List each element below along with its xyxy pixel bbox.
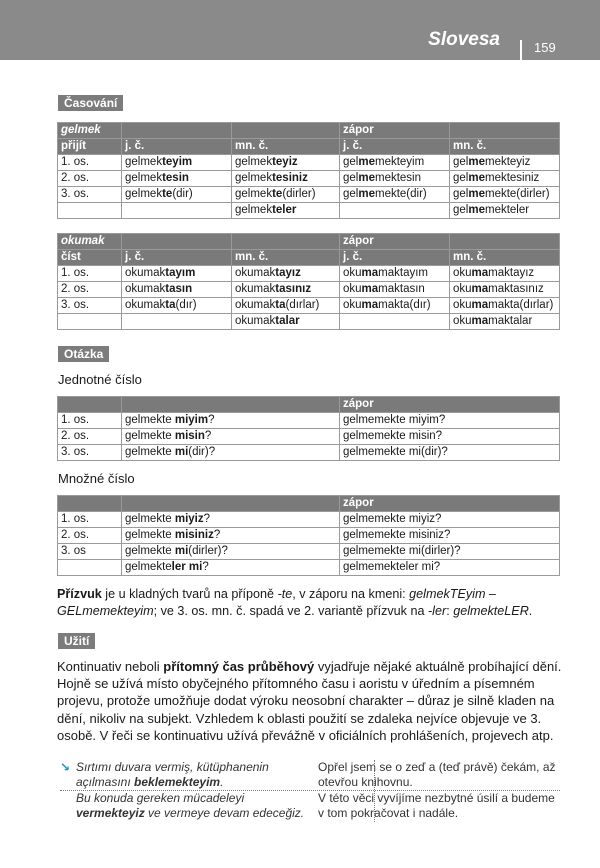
form-neg-singular (340, 155, 450, 171)
example-czech: V této věci vyvíjíme nezbytné úsilí a budeme v tom pokračovat i nadále. (318, 791, 555, 820)
text-segment: gelmek (235, 188, 273, 200)
text-segment: maktalar (488, 315, 533, 327)
example-turkish (60, 791, 308, 821)
negative-question-form (340, 445, 560, 461)
col-neg-singular: j. č. (340, 139, 450, 155)
text-segment: gelmemekte miyim? (343, 414, 446, 426)
text-segment: gelmekte (125, 446, 175, 458)
text-segment: (dir) (172, 188, 193, 200)
text-segment: okumak (125, 267, 166, 279)
bold-segment: tasın (165, 283, 193, 295)
form-neg-singular (340, 171, 450, 187)
form-singular (122, 171, 232, 187)
text-segment: ? (202, 561, 209, 573)
text-segment: maktasınız (488, 283, 544, 295)
col-neg-singular: j. č. (340, 250, 450, 266)
person-cell: 1. os. (58, 155, 122, 171)
form-neg-plural (450, 171, 560, 187)
person-cell (58, 314, 122, 330)
italic-segment: -ler (427, 603, 447, 618)
bold-segment: te (162, 188, 173, 200)
bold-segment: me (468, 204, 485, 216)
table-row (58, 298, 560, 314)
text-segment: ? (208, 414, 215, 426)
page-header (0, 0, 600, 60)
bold-segment: vermekteyiz (76, 806, 145, 820)
form-plural (232, 187, 340, 203)
form-neg-singular (340, 266, 450, 282)
form-plural (232, 171, 340, 187)
header-empty (450, 123, 560, 139)
table-row (58, 413, 560, 429)
text-segment: : (446, 603, 454, 618)
text-segment: (dir)? (188, 446, 216, 458)
text-segment: maktayız (488, 267, 535, 279)
question-form (122, 544, 340, 560)
bold-segment: teler (272, 204, 297, 216)
col-neg-plural: mn. č. (450, 250, 560, 266)
header-empty (122, 234, 232, 250)
form-singular (122, 314, 232, 330)
bold-segment: mi (174, 545, 189, 557)
text-segment: gel (343, 172, 359, 184)
text-segment: gelmek (235, 204, 273, 216)
bold-segment: ma (361, 267, 379, 279)
bold-segment: beklemekteyim (134, 775, 221, 789)
bold-segment: me (468, 172, 485, 184)
text-segment: gel (453, 204, 469, 216)
header-row (58, 123, 560, 139)
text-segment: gelmek (235, 156, 273, 168)
table-row (58, 187, 560, 203)
text-segment: oku (453, 283, 472, 295)
bold-segment: misin (174, 430, 205, 442)
text-segment: mekteler (484, 204, 530, 216)
form-singular (122, 187, 232, 203)
text-segment: ? (204, 430, 212, 442)
person-cell: 1. os. (58, 266, 122, 282)
table-row (58, 512, 560, 528)
text-segment: gelmekte (125, 430, 175, 442)
form-plural (232, 266, 340, 282)
form-singular (122, 298, 232, 314)
header-empty (58, 397, 122, 413)
text-segment: mektesin (374, 172, 422, 184)
text-segment: oku (343, 299, 362, 311)
bold-segment: tesiniz (272, 172, 308, 184)
text-segment: mekteyiz (484, 156, 531, 168)
text-segment: gelmemekteler mi? (343, 561, 441, 573)
negative-question-form (340, 413, 560, 429)
header-row (58, 397, 560, 413)
examples-block (60, 760, 560, 821)
text-segment: gel (343, 156, 359, 168)
bold-segment: ta (275, 299, 286, 311)
text-segment: gelmek (125, 188, 163, 200)
text-segment: ; ve 3. os. mn. č. spadá ve 2. variantě přízvuk na (153, 603, 428, 618)
example-row (60, 760, 560, 790)
person-cell (58, 203, 122, 219)
text-segment: (dirler)? (188, 545, 228, 557)
bold-segment: ma (361, 299, 379, 311)
bold-segment: misiniz (174, 529, 214, 541)
bold-segment: tayım (165, 267, 196, 279)
table-row (58, 314, 560, 330)
verb-cell: gelmek (58, 123, 122, 139)
bold-segment: mi (174, 446, 189, 458)
table-row (58, 445, 560, 461)
bold-segment: Přízvuk (57, 587, 102, 601)
bold-segment: ma (471, 315, 489, 327)
table-row (58, 429, 560, 445)
form-plural (232, 282, 340, 298)
bold-segment: ma (361, 283, 379, 295)
form-neg-plural (450, 282, 560, 298)
header-row (58, 234, 560, 250)
text-segment: Kontinuativ neboli (57, 659, 164, 674)
person-cell (58, 560, 122, 576)
text-segment: mektesiniz (484, 172, 540, 184)
bold-segment: teyim (162, 156, 193, 168)
gloss-cell: číst (58, 250, 122, 266)
text-segment: mekte(dirler) (484, 188, 550, 200)
stress-note (57, 586, 557, 619)
gloss-cell: přijít (58, 139, 122, 155)
form-singular (122, 266, 232, 282)
table-row (58, 171, 560, 187)
text-segment: vyjadřuje nějaké aktuálně probíhající dění. Hojně se užívá místo obyčejného přítomného času i aoristu v úředním a písemném projevu, protože umožňuje dodat výroku neosobní charakter – důraz je silně kladen na dění, nikoliv na subjekt. Vzhledem k oblasti použití se zdaleka nejvíce objevuje ve 3. osobě. V řeči se kontinuativu užívá převážně v oficiálních prohlášeních, projevech atp. (57, 659, 562, 743)
example-turkish (60, 760, 308, 790)
col-singular: j. č. (122, 250, 232, 266)
person-cell: 3. os. (58, 298, 122, 314)
text-segment: gelmekte (125, 561, 172, 573)
text-segment: maktayım (378, 267, 429, 279)
text-segment: gelmek (125, 172, 163, 184)
text-segment: gelmemekte miyiz? (343, 513, 442, 525)
person-cell: 3. os. (58, 445, 122, 461)
table-row (58, 282, 560, 298)
text-segment: mekte(dir) (374, 188, 427, 200)
conjugation-table-okumak (57, 233, 560, 330)
bold-segment: ta (165, 299, 176, 311)
form-singular (122, 155, 232, 171)
bold-segment: přítomný čas průběhový (163, 659, 315, 674)
text-segment: ve vermeye devam edeceğiz. (144, 806, 305, 820)
section-label-casovani: Časování (58, 95, 123, 111)
section-label-uziti: Užití (58, 633, 95, 649)
question-table-plural (57, 495, 560, 576)
negative-question-form (340, 544, 560, 560)
text-segment: okumak (235, 299, 276, 311)
form-singular (122, 203, 232, 219)
form-plural (232, 298, 340, 314)
form-plural (232, 155, 340, 171)
italic-segment: -te (277, 587, 293, 601)
text-segment: (dirler) (282, 188, 316, 200)
header-empty (122, 123, 232, 139)
text-segment: maktasın (378, 283, 425, 295)
bold-segment: tayız (275, 267, 301, 279)
form-neg-singular (340, 298, 450, 314)
bold-segment: ma (471, 283, 489, 295)
usage-paragraph (57, 658, 562, 744)
header-empty (232, 234, 340, 250)
header-empty (122, 496, 340, 512)
form-plural (232, 203, 340, 219)
col-neg-plural: mn. č. (450, 139, 560, 155)
bold-segment: ma (471, 299, 489, 311)
header-empty (58, 496, 122, 512)
person-cell: 1. os. (58, 512, 122, 528)
question-form (122, 413, 340, 429)
bold-segment: tasınız (275, 283, 312, 295)
header-row (58, 496, 560, 512)
question-form (122, 560, 340, 576)
text-segment: gelmemekte mi(dir)? (343, 446, 448, 458)
text-segment: . (528, 603, 533, 618)
negative-question-form (340, 528, 560, 544)
header-row (58, 139, 560, 155)
text-segment: gelmemekte misiniz? (343, 529, 451, 541)
question-form (122, 512, 340, 528)
col-plural: mn. č. (232, 250, 340, 266)
text-segment: okumak (235, 315, 276, 327)
person-cell: 1. os. (58, 413, 122, 429)
italic-segment: gelmekteLER (453, 603, 529, 618)
example-czech: Opřel jsem se o zeď a (teď právě) čekám, až otevřou knihovnu. (318, 760, 556, 789)
table-row (58, 155, 560, 171)
negation-header: zápor (340, 234, 450, 250)
person-cell: 2. os. (58, 282, 122, 298)
bold-segment: ma (471, 267, 489, 279)
arrow-icon: ↘ (60, 760, 71, 774)
text-segment: gel (343, 188, 359, 200)
bold-segment: talar (275, 315, 300, 327)
negative-question-form (340, 512, 560, 528)
text-segment: makta(dırlar) (488, 299, 554, 311)
text-segment: je u kladných tvarů na příponě (101, 587, 278, 601)
negative-question-form (340, 429, 560, 445)
text-segment: Bu konuda gereken mücadeleyi (76, 791, 245, 805)
form-neg-plural (450, 187, 560, 203)
negation-header: zápor (340, 123, 450, 139)
table-row (58, 528, 560, 544)
text-segment: okumak (235, 267, 276, 279)
text-segment: . (220, 775, 224, 789)
text-segment: gelmek (125, 156, 163, 168)
text-segment: okumak (125, 283, 166, 295)
text-segment: gel (453, 172, 469, 184)
subheading-plural: Množné číslo (58, 471, 135, 486)
form-neg-singular (340, 203, 450, 219)
text-segment: oku (453, 299, 472, 311)
form-neg-plural (450, 203, 560, 219)
form-plural (232, 314, 340, 330)
bold-segment: tesin (162, 172, 189, 184)
text-segment: gelmemekte misin? (343, 430, 443, 442)
bold-segment: me (468, 156, 485, 168)
text-segment: makta(dır) (378, 299, 431, 311)
form-neg-plural (450, 266, 560, 282)
header-separator (520, 40, 522, 60)
bold-segment: miyiz (174, 513, 204, 525)
bold-segment: me (468, 188, 485, 200)
header-empty (450, 234, 560, 250)
text-segment: oku (343, 267, 362, 279)
person-cell: 3. os (58, 544, 122, 560)
bold-segment: teyiz (272, 156, 298, 168)
header-empty (122, 397, 340, 413)
text-segment: oku (343, 283, 362, 295)
text-segment: ? (213, 529, 221, 541)
text-segment: (dırlar) (285, 299, 320, 311)
text-segment: Sırtımı duvara vermiş, kütüphanenin açılmasını (76, 760, 269, 789)
table-row (58, 544, 560, 560)
form-neg-singular (340, 282, 450, 298)
chapter-title: Slovesa (428, 29, 500, 50)
text-segment: gelmemekte mi(dirler)? (343, 545, 461, 557)
negative-question-form (340, 560, 560, 576)
person-cell: 2. os. (58, 528, 122, 544)
text-segment: gel (453, 156, 469, 168)
text-segment: , v záporu na kmeni: (292, 587, 410, 601)
text-segment: gelmekte (125, 414, 175, 426)
text-segment: gelmekte (125, 545, 175, 557)
text-segment: okumak (125, 299, 166, 311)
text-segment: gelmek (235, 172, 273, 184)
question-form (122, 429, 340, 445)
verb-cell: okumak (58, 234, 122, 250)
text-segment: okumak (235, 283, 276, 295)
example-divider (374, 760, 375, 822)
header-row (58, 250, 560, 266)
form-neg-plural (450, 298, 560, 314)
form-neg-plural (450, 155, 560, 171)
col-plural: mn. č. (232, 139, 340, 155)
form-neg-singular (340, 187, 450, 203)
text-segment: (dır) (175, 299, 197, 311)
text-segment: mekteyim (374, 156, 425, 168)
bold-segment: ler mi (171, 561, 203, 573)
bold-segment: te (272, 188, 283, 200)
question-table-singular (57, 396, 560, 461)
form-singular (122, 282, 232, 298)
text-segment: gelmekte (125, 529, 175, 541)
page-number: 159 (534, 40, 556, 55)
form-neg-singular (340, 314, 450, 330)
text-segment: gelmekte (125, 513, 175, 525)
bold-segment: me (358, 188, 375, 200)
header-empty (232, 123, 340, 139)
table-row (58, 266, 560, 282)
subheading-singular: Jednotné číslo (58, 372, 142, 387)
bold-segment: me (358, 172, 375, 184)
person-cell: 2. os. (58, 171, 122, 187)
text-segment: oku (453, 315, 472, 327)
table-row (58, 560, 560, 576)
conjugation-table-gelmek (57, 122, 560, 219)
text-segment: oku (453, 267, 472, 279)
bold-segment: me (358, 156, 375, 168)
italic-segment: gelmekTEyim – GELmemekteyim (57, 587, 496, 618)
section-label-otazka: Otázka (58, 346, 109, 362)
bold-segment: miyim (174, 414, 209, 426)
negation-header: zápor (340, 496, 560, 512)
question-form (122, 445, 340, 461)
person-cell: 2. os. (58, 429, 122, 445)
col-singular: j. č. (122, 139, 232, 155)
text-segment: gel (453, 188, 469, 200)
negation-header: zápor (340, 397, 560, 413)
text-segment: ? (203, 513, 211, 525)
example-row (60, 790, 560, 821)
form-neg-plural (450, 314, 560, 330)
person-cell: 3. os. (58, 187, 122, 203)
table-row (58, 203, 560, 219)
question-form (122, 528, 340, 544)
